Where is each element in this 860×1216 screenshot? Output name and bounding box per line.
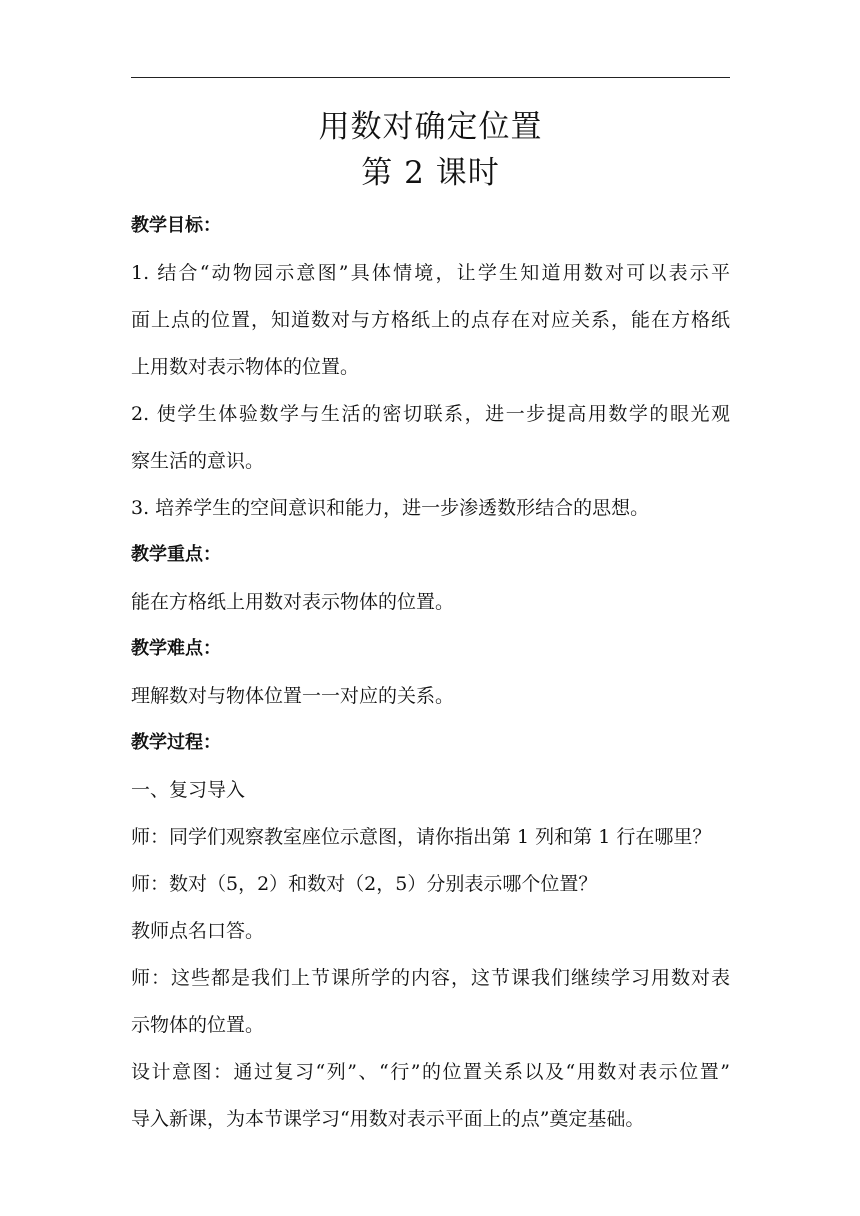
objective-2 [131,402,730,473]
lesson-title: 用数对确定位置 [318,109,543,145]
teacher-question-2: 师：数对（5，2）和数对（2，5）分别表示哪个位置？ [131,873,598,895]
objective-2-line: 2. 使学生体验数学与生活的密切联系，进一步提高用数学的眼光观 [131,403,730,425]
header-rule [131,77,730,78]
section-1-title: 一、复习导入 [131,779,246,801]
teacher-summary-line: 示物体的位置。 [131,1014,265,1036]
objective-2-line: 察生活的意识。 [131,450,265,472]
document-body [131,104,730,1154]
objective-1 [131,261,730,379]
objective-3: 3. 培养学生的空间意识和能力，进一步渗透数形结合的思想。 [131,497,650,519]
student-answer: 教师点名口答。 [131,920,265,942]
key-point-text: 能在方格纸上用数对表示物体的位置。 [131,591,455,613]
design-intent-line: 导入新课，为本节课学习“用数对表示平面上的点”奠定基础。 [131,1108,645,1130]
objective-1-line: 1. 结合“动物园示意图”具体情境，让学生知道用数对可以表示平 [131,262,730,284]
objective-1-line: 面上点的位置，知道数对与方格纸上的点存在对应关系，能在方格纸 [131,309,730,331]
teacher-summary-line: 师：这些都是我们上节课所学的内容，这节课我们继续学习用数对表 [131,967,730,989]
difficulty-heading: 教学难点： [131,638,221,659]
teacher-summary [131,966,730,1037]
key-point-heading: 教学重点： [131,544,221,565]
lesson-period: 第 2 课时 [361,155,500,191]
difficulty-text: 理解数对与物体位置一一对应的关系。 [131,685,455,707]
teacher-question-1: 师：同学们观察教室座位示意图，请你指出第 1 列和第 1 行在哪里？ [131,826,712,848]
design-intent [131,1060,730,1131]
objective-1-line: 上用数对表示物体的位置。 [131,356,360,378]
process-heading: 教学过程： [131,732,221,753]
objectives-heading: 教学目标： [131,215,221,236]
design-intent-line: 设计意图：通过复习“列”、“行”的位置关系以及“用数对表示位置” [131,1061,730,1083]
